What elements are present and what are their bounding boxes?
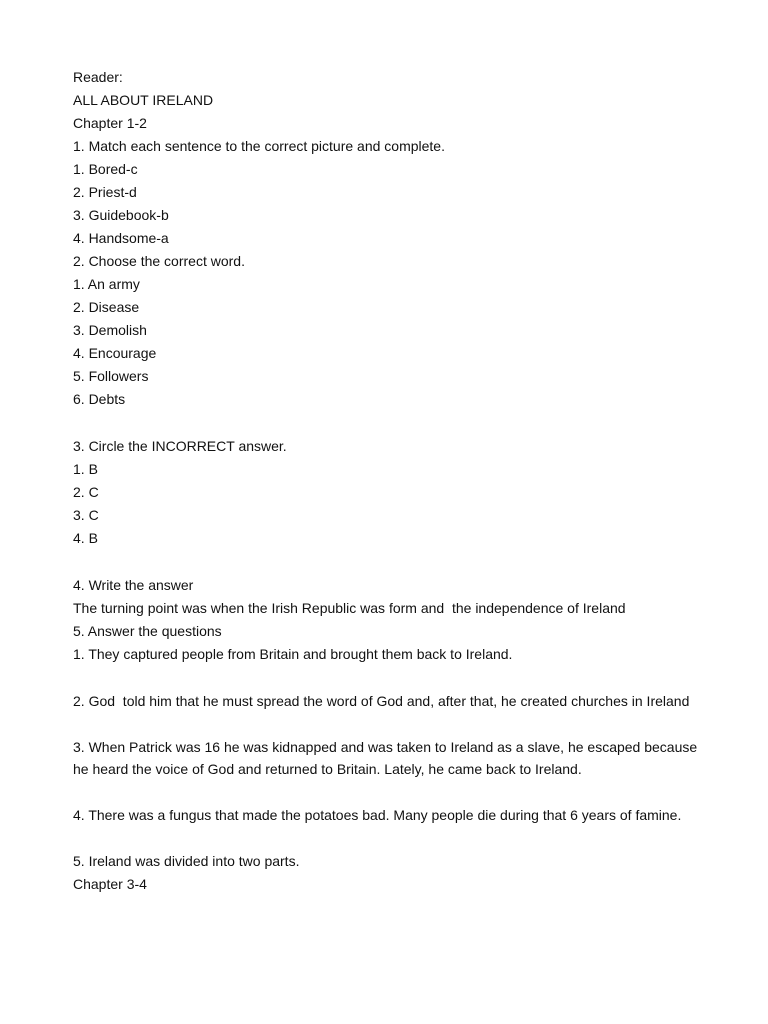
answer-item: 1. B (73, 461, 98, 477)
answer-item: 1. Bored-c (73, 161, 138, 177)
answer-item: 2. C (73, 484, 99, 500)
blank-line (73, 666, 713, 690)
section-heading: 2. Choose the correct word. (73, 253, 245, 269)
document-body (73, 66, 713, 896)
answer-paragraph: 5. Ireland was divided into two parts. (73, 853, 300, 869)
answer-text: The turning point was when the Irish Republic was form and the independence of Ireland (73, 600, 626, 616)
answer-item: 5. Followers (73, 368, 149, 384)
answer-item: 3. Demolish (73, 322, 147, 338)
blank-line (73, 550, 713, 574)
section-heading: 4. Write the answer (73, 577, 194, 593)
answer-item: 4. Encourage (73, 345, 157, 361)
reader-label: Reader: (73, 69, 123, 85)
answer-paragraph: 2. God told him that he must spread the word of God and, after that, he created churches in Ireland (73, 693, 690, 709)
section-heading: 1. Match each sentence to the correct picture and complete. (73, 138, 445, 154)
chapter-heading: Chapter 3-4 (73, 876, 147, 892)
answer-paragraph: 1. They captured people from Britain and brought them back to Ireland. (73, 646, 513, 662)
answer-item: 3. Guidebook-b (73, 207, 169, 223)
section-heading: 5. Answer the questions (73, 623, 222, 639)
blank-line (73, 780, 713, 804)
answer-item: 3. C (73, 507, 99, 523)
blank-line (73, 826, 713, 850)
answer-item: 4. B (73, 530, 98, 546)
document-title: ALL ABOUT IRELAND (73, 92, 214, 108)
blank-line (73, 411, 713, 435)
chapter-heading: Chapter 1-2 (73, 115, 147, 131)
section-heading: 3. Circle the INCORRECT answer. (73, 438, 287, 454)
answer-item: 4. Handsome-a (73, 230, 169, 246)
blank-line (73, 712, 713, 736)
answer-item: 1. An army (73, 276, 140, 292)
answer-paragraph: 3. When Patrick was 16 he was kidnapped and was taken to Ireland as a slave, he escaped because he heard the voice of God and returned to Britain. Lately, he came back to Ireland. (73, 739, 702, 777)
answer-item: 6. Debts (73, 391, 126, 407)
answer-item: 2. Priest-d (73, 184, 137, 200)
answer-item: 2. Disease (73, 299, 140, 315)
answer-paragraph: 4. There was a fungus that made the potatoes bad. Many people die during that 6 years of famine. (73, 807, 682, 823)
